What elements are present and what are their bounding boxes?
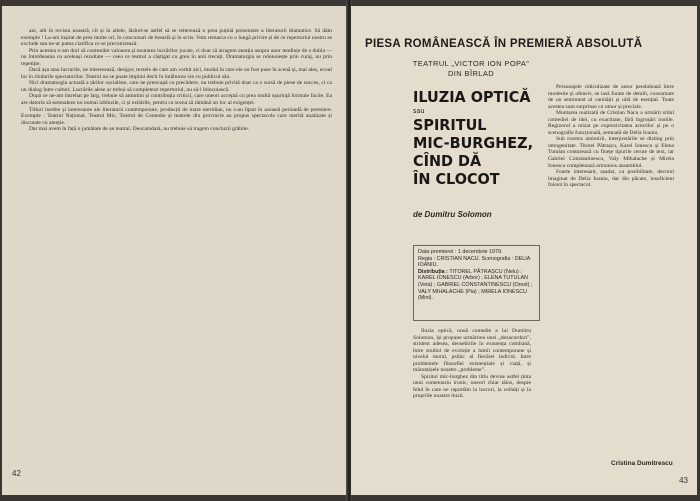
cast-label: Distribuția : xyxy=(418,268,448,275)
review-column-1 xyxy=(413,328,531,468)
paragraph: După ce ne-am întrebat pe larg, trebuie să amintim și contribuția criticii, care uneori acceptă cu prea multă ușurință formule facile. Ea are datoria să semnaleze nu numai izbînzile, ci și ezitările, pentru ca scena să rămână un loc al exigenței. xyxy=(21,93,332,107)
title-line: SPIRITUL xyxy=(413,116,487,134)
page-number-left: 42 xyxy=(12,469,21,478)
section-heading: PIESA ROMÂNEASCĂ ÎN PREMIERĂ ABSOLUTĂ xyxy=(365,38,643,50)
title-sau: sau xyxy=(413,107,425,115)
paragraph: Sub rozetra amintirii, interpretările se disting prin omogenitate. Titorel Pătrașcu, Karel Ionescu și Elena Tutulan conturează cu finețe tipurile cerute de text, iar Gabriel Constantinescu, Valy Mihalache și Mirela Ionescu completează armonios ansamblul. xyxy=(548,136,674,169)
play-title xyxy=(413,88,543,188)
paragraph: Iluzia optică, nouă comedie a lui Dumitru Solomon, își propune urmărirea unei „dezacorduri”, strident adesea, deosebirile în existența cotidiană, între studiul de evoluție a lumii contemporane și nivelul moral, psihic al fiecărei individ. Intre problemele filosofiei existențiale și viață, și mărunțișele noastre „probleme”. xyxy=(413,328,531,374)
title-line: ILUZIA OPTICĂ xyxy=(413,88,531,106)
theatre-name xyxy=(401,59,541,79)
paragraph: Dacă așa stau lucrurile, ne interesează, desigur, textele de care am vorbit aici, modul în care ele au fost puse în scenă și, mai ales, ecoul lor în rîndurile spectatorilor. Teatrul nu se poate împlini decît în întâlnirea vie cu publicul său. xyxy=(21,67,332,80)
title-line: MIC-BURGHEZ, xyxy=(413,134,534,152)
paragraph: Montarea realizată de Cristian Nacu a urmărit stilul comediei de idei, cu exactitate, fără îngroșări inutile. Regizorul a mizat pe expresivitatea actorilor și pe o scenografie funcțională, semnată de Delia Ioaniu. xyxy=(548,110,674,136)
paragraph: Foarte interesant, așadar, ca posibilitate, decorul imaginat de Delia Ioaniu, dar din păcate, insuficient folosit în spectacol. xyxy=(548,169,674,189)
paragraph: Prin acestea n-am dori să contestăm valoarea și noutatea lucrărilor jucate, ci doar să atragem atenția asupra unor tendințe de a dubla — nu întotdeauna cu aceleași rezultate — ceea ce teatrul a câștigat cu greu în anii trecuți. Dramaturgia se reînnoiește prin curaj, nu prin repetiție. xyxy=(21,47,332,67)
review-signature: Cristina Dumitrescu xyxy=(611,460,673,467)
review-column-2 xyxy=(548,84,674,468)
credits-box xyxy=(413,245,540,321)
paragraph: Titluri inedite și interesante ale literaturii contemporane, producții de mare meridian, nu s-au lipsit în această perioadă de premiere. Exemple : Teatrul Național, Teatrul Mic, Teatrul de Comedie și teatrele din provincie au propus spectacole care merită analizate și discutate cu atenție. xyxy=(21,106,332,126)
page-number-right: 43 xyxy=(679,476,688,485)
theatre-line-1: TEATRUL „VICTOR ION POPA” xyxy=(412,59,530,68)
paragraph: ani, atît în revista noastră, cît și în altele, lăsînd-se astfel să se reiterează o prea puțină prezentare a literaturii dramatice. Să dăm exemple ! La-am înșirat de prea multe ori, în concursuri de breaslă și în scris. Vom remarca cu o lungă privire și de ce repertoriul nostru se exclude sau ne-ar putea clarifica ce se preconizează. xyxy=(21,28,332,48)
cast-names: TITOREL PĂTRAȘCU (Nelu) ; KAREL IONESCU (Arbor) ; ELENA TUTULAN (Veta) ; GABRIEL CONSTANTINESCU (Orest) ; VALY MIHALACHE (Pia) ; MIRELA IONESCU (Mini). xyxy=(418,268,533,302)
title-line: ÎN CLOCOT xyxy=(413,170,500,188)
play-author: de Dumitru Solomon xyxy=(413,210,492,219)
title-line: CÎND DĂ xyxy=(413,152,482,170)
left-page xyxy=(2,6,347,495)
direction-credits: Regia : CRISTIAN NACU. Scenografia : DELIA IOANIU. xyxy=(418,255,531,269)
paragraph: Nici dramaturgia actuală a țărilor socialiste, care ne preocupă cu precădere, nu trebuie privită doar ca o sursă de piese de succes, ci ca un dialog între culturi. Lucrările alese ar trebui să completeze repertoriul, nu să-l înlocuiască. xyxy=(21,80,332,93)
paragraph: Personajele ridiculizate de autor pendulează între modestie și ofensiv, se lasă furate de detalii, consumate de un sentiment al vanității și uită de esențial. Toate acestea sunt surprinse cu umor și precizie. xyxy=(548,84,674,110)
right-page xyxy=(351,6,697,495)
premiere-date: Data premierei : 1 decembrie 1979. xyxy=(418,249,503,255)
theatre-line-2: DIN BÎRLAD xyxy=(447,69,495,78)
paragraph: Spiritul mic-burghez din titlu devine astfel ținta unui comentariu ironic, uneori chiar tăios, despre felul în care ne raportăm la lucruri, la ceilalți și la propriile noastre iluzii. xyxy=(413,373,531,400)
cast-list xyxy=(418,269,535,302)
paragraph: Dar mai avem în față o jumătate de an teatral. Deocamdată, nu trebuie să tragem concluzii grăbite. xyxy=(29,126,250,133)
left-article-body xyxy=(21,28,332,460)
